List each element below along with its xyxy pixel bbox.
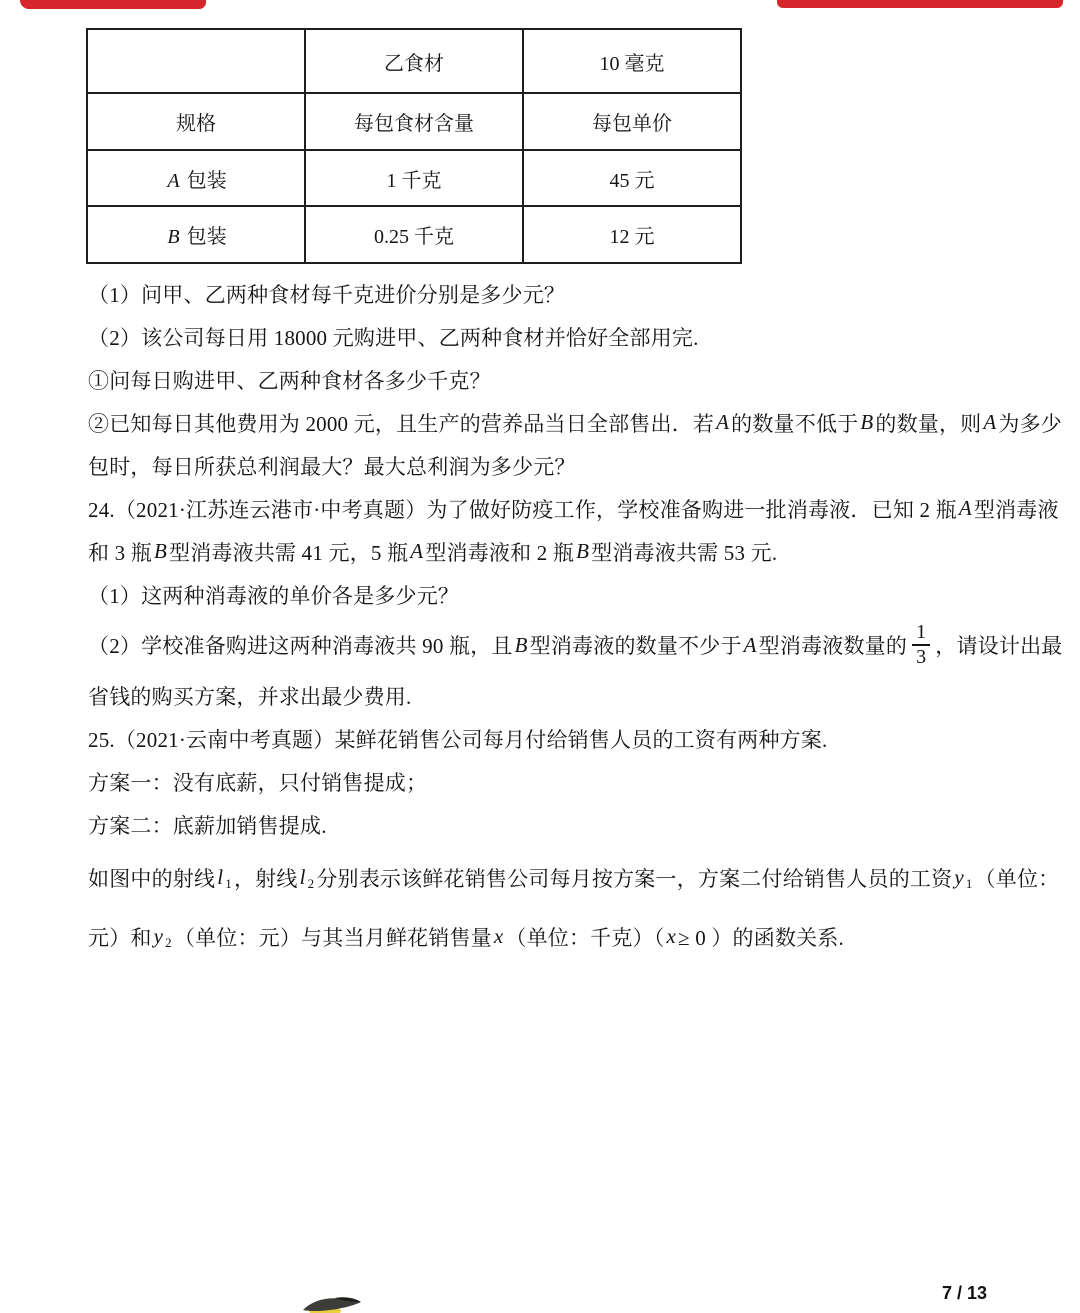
table-row: [87, 29, 741, 93]
table-cell: [305, 206, 523, 263]
paragraph-line: [88, 487, 1059, 530]
text-segment: A: [983, 410, 997, 434]
text-segment: 和 3 瓶: [88, 540, 152, 565]
table-row: [87, 206, 741, 263]
text-segment: （2）该公司每日用 18000 元购进甲、乙两种食材并恰好全部用完.: [88, 325, 699, 350]
text-segment: l: [217, 865, 224, 889]
text-segment: B: [860, 410, 874, 434]
text-segment: 25.（2021·云南中考真题）某鲜花销售公司每月付给销售人员的工资有两种方案.: [88, 727, 828, 752]
text-segment: （2）学校准备购进这两种消毒液共 90 瓶，且: [88, 634, 513, 658]
text-segment: 2: [165, 934, 172, 950]
mascot-logo-partial: [295, 1290, 373, 1313]
paragraph-line: [88, 272, 994, 315]
text-segment: A: [410, 539, 424, 563]
paragraph-line: [88, 444, 994, 487]
text-segment: 型消毒液和 2 瓶: [425, 540, 575, 565]
text-segment: 乙食材: [384, 52, 444, 75]
paragraph-line: [88, 915, 994, 958]
inline-fraction: $\frac{1}{3}$: [912, 622, 930, 668]
text-segment: ②已知每日其他费用为 2000 元，且生产的营养品当日全部售出．若: [88, 411, 715, 436]
page-number: 7 / 13: [942, 1283, 988, 1303]
text-segment: 的数量，则: [875, 411, 982, 436]
text-segment: 包装: [181, 226, 227, 248]
text-segment: （1）这两种消毒液的单价各是多少元？: [88, 583, 460, 608]
table-cell: [87, 150, 305, 206]
text-segment: 1 千克: [386, 169, 442, 192]
paragraph-line: [88, 530, 994, 573]
text-segment: 方案二：底薪加销售提成.: [88, 813, 327, 838]
mascot-shape-icon: [295, 1290, 373, 1313]
table-cell: [523, 206, 741, 263]
text-segment: （单位：元）与其当月鲜花销售量: [173, 925, 492, 950]
text-segment: 包装: [181, 169, 227, 192]
paragraph-line: [88, 573, 994, 616]
paragraph-line: [88, 803, 994, 846]
text-segment: A: [958, 496, 972, 520]
text-segment: 包时，每日所获总利润最大？最大总利润为多少元？: [88, 454, 576, 479]
table-cell: [87, 29, 305, 93]
text-segment: 型消毒液共需 53 元.: [591, 540, 778, 565]
ingredient-spec-table: [86, 28, 742, 264]
text-segment: 型消毒液: [973, 497, 1059, 522]
text-segment: 每包单价: [592, 113, 672, 135]
text-segment: （单位：千克）（: [505, 925, 665, 950]
text-segment: ①问每日购进甲、乙两种食材各多少千克？: [88, 368, 491, 393]
table-cell: [305, 150, 523, 206]
text-segment: ，请设计出最: [935, 634, 1063, 658]
text-segment: 元）和: [88, 925, 152, 950]
text-segment: 为多少: [998, 411, 1063, 436]
table-cell: [305, 29, 523, 93]
text-segment: x: [666, 924, 677, 948]
paragraph-line: [88, 616, 1063, 674]
text-segment: 规格: [176, 113, 216, 135]
text-segment: A: [743, 632, 757, 657]
text-segment: ≥ 0 ）的函数关系.: [678, 925, 844, 950]
text-segment: 型消毒液共需 41 元，5 瓶: [169, 540, 409, 565]
text-segment: 1: [225, 875, 232, 891]
text-segment: 2: [307, 875, 315, 891]
text-segment: 0.25 千克: [374, 226, 454, 248]
paragraph-line: [88, 856, 1060, 899]
text-segment: 24.（2021·江苏连云港市·中考真题）为了做好防疫工作，学校准备购进一批消毒液．已知 2 瓶: [88, 497, 957, 522]
table-cell: [305, 93, 523, 150]
table-row: [87, 93, 741, 150]
text-segment: 如图中的射线: [88, 866, 216, 891]
text-segment: B: [576, 539, 590, 563]
text-segment: ，射线: [233, 866, 298, 891]
text-segment: 型消毒液的数量不少于: [529, 634, 742, 658]
text-segment: 10 毫克: [599, 52, 665, 75]
paragraph-line: [88, 760, 994, 803]
text-segment: 方案一：没有底薪，只付销售提成；: [88, 770, 428, 795]
text-segment: 12 元: [609, 226, 655, 248]
header-red-banner-right: [777, 0, 1063, 8]
text-segment: 1: [965, 875, 973, 891]
paragraph-line: [88, 401, 1063, 444]
table-cell: [523, 150, 741, 206]
paragraph-line: [88, 315, 994, 358]
header-red-banner-left: [20, 0, 206, 9]
question-text-block: [88, 272, 1063, 958]
text-segment: 分别表示该鲜花销售公司每月按方案一，方案二付给销售人员的工资: [316, 866, 953, 891]
text-segment: 省钱的购买方案，并求出最少费用.: [88, 684, 412, 709]
text-segment: A: [716, 410, 730, 434]
table-row: [87, 150, 741, 206]
text-segment: y: [153, 924, 164, 948]
text-segment: B: [154, 539, 168, 563]
text-segment: 45 元: [609, 169, 655, 192]
text-segment: l: [299, 865, 306, 889]
paragraph-line: [88, 717, 994, 760]
text-segment: 型消毒液数量的: [758, 634, 908, 658]
paragraph-line: [88, 358, 994, 401]
text-segment: B: [167, 226, 180, 248]
text-segment: x: [493, 924, 504, 948]
table-cell: [523, 29, 741, 93]
table-cell: [87, 206, 305, 263]
text-segment: A: [167, 169, 180, 192]
table-cell: [87, 93, 305, 150]
text-segment: 每包食材含量: [354, 113, 474, 135]
table-cell: [523, 93, 741, 150]
paragraph-line: [88, 674, 994, 717]
text-segment: （1）问甲、乙两种食材每千克进价分别是多少元？: [88, 282, 566, 307]
text-segment: B: [514, 632, 528, 657]
text-segment: y: [954, 865, 964, 889]
text-segment: （单位：: [974, 866, 1060, 891]
text-segment: 的数量不低于: [731, 411, 859, 436]
